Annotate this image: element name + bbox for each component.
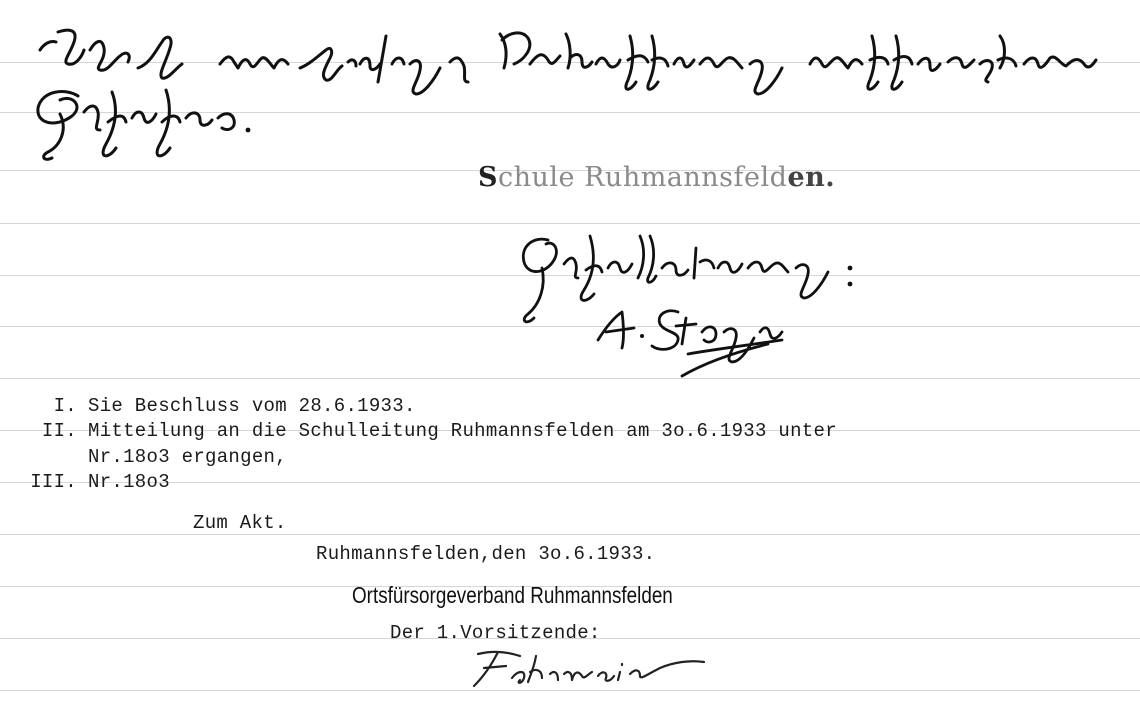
- handwriting-line-2: [30, 78, 290, 168]
- school-stamp-ending: en.: [787, 162, 836, 193]
- note-numeral: III.: [30, 471, 77, 493]
- note-text: Nr.18o3 ergangen,: [88, 446, 287, 468]
- note-numeral: II.: [41, 420, 77, 442]
- note-text: Mitteilung an die Schulleitung Ruhmannsfelden am 3o.6.1933 unter: [88, 420, 837, 442]
- school-stamp-middle: chule Ruhmannsfeld: [498, 162, 788, 193]
- paper-rule: [0, 534, 1140, 535]
- schulleitung-signoff: [510, 228, 870, 388]
- note-text: Sie Beschluss vom 28.6.1933.: [88, 395, 416, 417]
- school-stamp: [478, 162, 835, 193]
- zum-akt: Zum Akt.: [193, 512, 287, 534]
- paper-rule: [0, 482, 1140, 483]
- school-stamp-initial: S: [478, 162, 498, 193]
- chair-signature: [464, 644, 714, 694]
- paper-rule: [0, 223, 1140, 224]
- official-stamp: Ortsfürsorgeverband Ruhmannsfelden: [352, 582, 673, 608]
- note-text: Nr.18o3: [88, 471, 170, 493]
- chair-title: Der 1.Vorsitzende:: [390, 622, 601, 644]
- note-numeral: I.: [53, 395, 77, 417]
- place-date: Ruhmannsfelden,den 3o.6.1933.: [316, 543, 656, 565]
